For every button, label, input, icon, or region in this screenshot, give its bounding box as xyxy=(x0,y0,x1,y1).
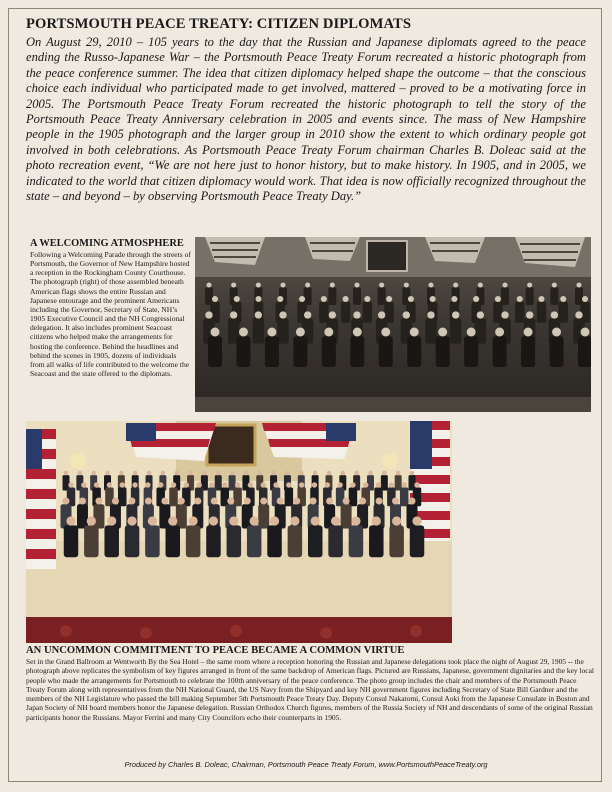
section2-heading: AN UNCOMMON COMMITMENT TO PEACE BECAME A COMMON VIRTUE xyxy=(26,645,405,656)
page-title: PORTSMOUTH PEACE TREATY: CITIZEN DIPLOMATS xyxy=(26,16,412,32)
section1-heading: A WELCOMING ATMOSPHERE xyxy=(30,238,184,249)
section1-body: Following a Welcoming Parade through the streets of Portsmouth, the Governor of New Hampshire hosted a reception in the Rockingham County Courthouse. The photograph (right) of those assembled beneath American flags shows the entire Russian and Japanese entourage and the prominent Americans including the Governor, Secretary of State, NH’s 1905 Executive Council and the NH Congressional delegation. It also includes prominent Seacoast citizens who helped make the arrangements for hosting the conference. Behind the headlines and behind the scenes in 1905, dozens of individuals from all walks of life contributed to the welcome the Seacoast and the state offered to the diplomats. xyxy=(30,250,191,379)
photo-2010-recreation xyxy=(26,421,452,643)
photo-1905-reception xyxy=(195,237,591,412)
section2-body: Set in the Grand Ballroom at Wentworth By the Sea Hotel – the same room where a reception honoring the Russian and Japanese delegations took place the night of August 29, 1905 -- the photograph above replicates the symbolism of key figures arranged in front of the same backdrop of American flags. Pictured are Russians, Japanese, government dignitaries and the key local people who made the arrangements for Portsmouth to celebrate the 100th anniversary of the peace conference. The photo group includes the chair and members of the Portsmouth Peace Treaty Forum along with representatives from the NH National Guard, the US Navy from the Shipyard and key NH government figures including Secretary of State Bill Gardner and the members of the NH Legislature who passed the bill making September 5th Portsmouth Peace Treaty Day. Deputy Consul Nakatomi, Consul Aoki from the Japanese Consulate in Boston and Japan Society of NH board members honor the Japanese delegation. Russian Orthodox Church figures, members of the Russia Society of NH and descendants of some of the original Russian participants honor the Russians. Mayor Ferrini and many City Councilors echo their counterparts in 1905. xyxy=(26,657,594,722)
lead-paragraph: On August 29, 2010 – 105 years to the day that the Russian and Japanese diplomats agreed to the peace ending the Russo-Japanese War – the Portsmouth Peace Treaty Forum recreated a historic photograph from the peace conference summer. The idea that citizen diplomacy helped shape the outcome – that the conscious choice each individual who participated made to get involved, mattered – proved to be a motivating force in 2005. The Portsmouth Peace Treaty Forum recreated the historic photograph to tell the story of the Portsmouth Peace Treaty Anniversary celebration in 2005 and events since. The mass of New Hampshire people in the 1905 photograph and the larger group in 2010 show the extent to which ordinary people got involved in both celebrations. As Portsmouth Peace Treaty Forum chairman Charles B. Doleac said at the photo recreation event, “We are not here just to honor history, but to make history. In 1905, and in 2005, we indicated to the world that citizen diplomacy would work. That idea is now officially recognized throughout the state – and beyond – by observing Portsmouth Peace Treaty Day.” xyxy=(26,35,586,204)
footer-credit: Produced by Charles B. Doleac, Chairman, Portsmouth Peace Treaty Forum, www.PortsmouthPeaceTreaty.org xyxy=(124,760,488,769)
